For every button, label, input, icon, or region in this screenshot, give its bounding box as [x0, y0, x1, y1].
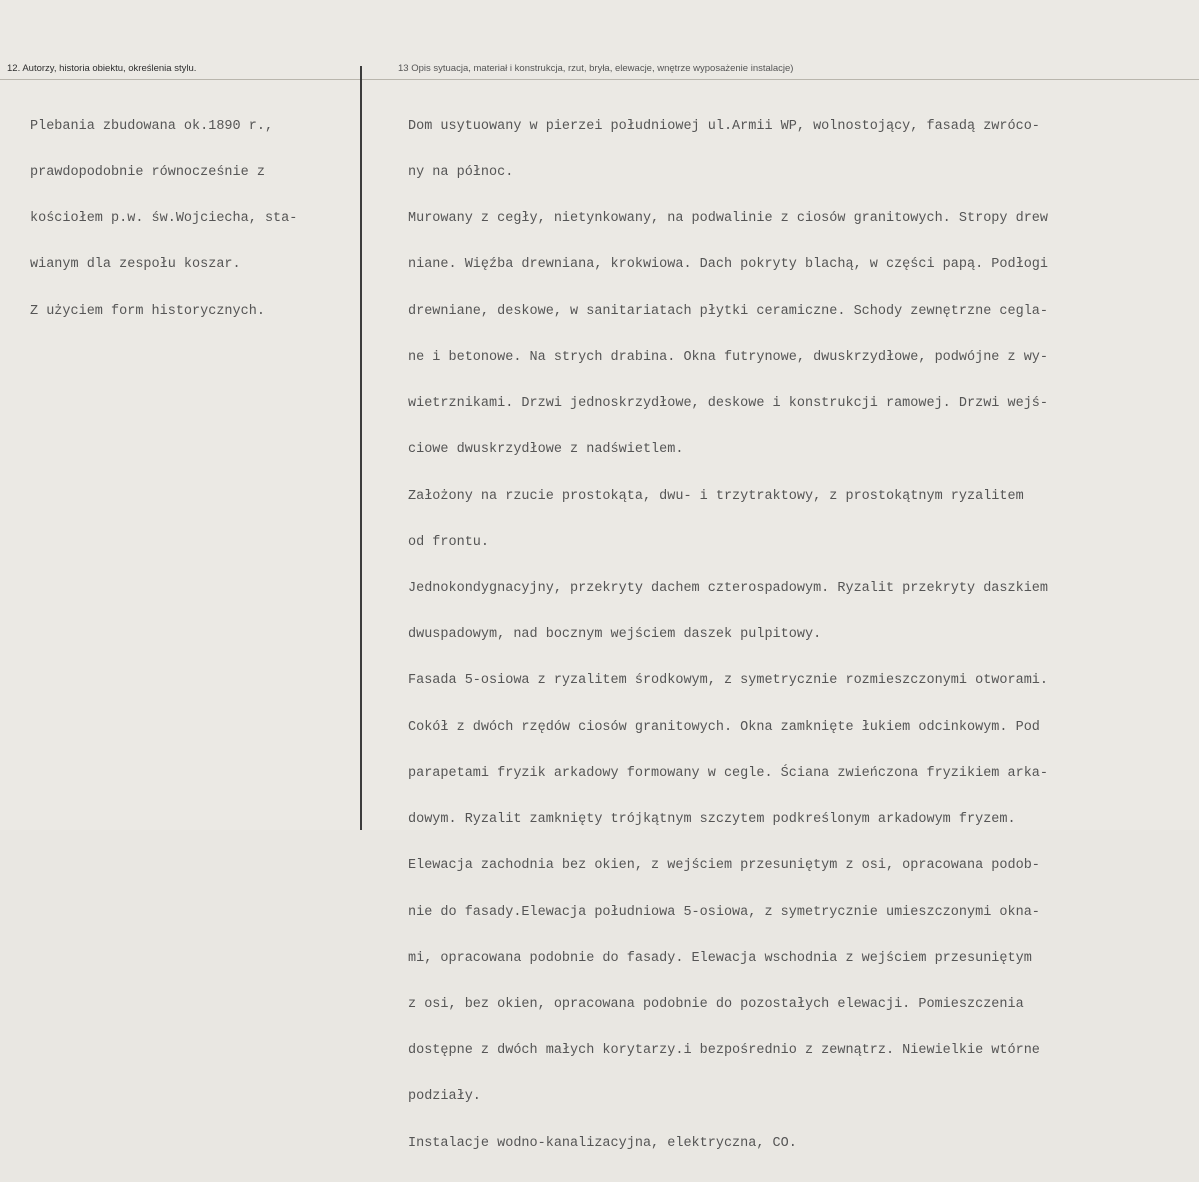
text-line: prawdopodobnie równocześnie z: [30, 165, 265, 181]
text-line: ny na północ.: [408, 165, 514, 181]
text-line: nie do fasady.Elewacja południowa 5-osiowa, z symetrycznie umieszczonymi okna-: [408, 904, 1040, 920]
text-line: mi, opracowana podobnie do fasady. Elewacja wschodnia z wejściem przesuniętym: [408, 950, 1032, 966]
text-line: Jednokondygnacyjny, przekryty dachem czterospadowym. Ryzalit przekryty daszkiem: [408, 581, 1049, 596]
header-rule: [0, 79, 1199, 80]
text-line: wietrznikami. Drzwi jednoskrzydłowe, deskowe i konstrukcji ramowej. Drzwi wejś-: [408, 396, 1049, 412]
text-line: dowym. Ryzalit zamknięty trójkątnym szczytem podkreślonym arkadowym fryzem.: [408, 812, 1016, 828]
text-line: Fasada 5-osiowa z ryzalitem środkowym, z symetrycznie rozmieszczonymi otworami.: [408, 673, 1049, 689]
text-line: dwuspadowym, nad bocznym wejściem daszek pulpitowy.: [408, 627, 822, 643]
text-line: Elewacja zachodnia bez okien, z wejściem przesuniętym z osi, opracowana podob-: [408, 858, 1040, 874]
section-12-text: [30, 88, 297, 350]
text-line: Murowany z cegły, nietynkowany, na podwalinie z ciosów granitowych. Stropy drew: [408, 211, 1049, 227]
column-divider: [360, 66, 362, 830]
text-line: Z użyciem form historycznych.: [30, 303, 265, 319]
text-line: od frontu.: [408, 534, 490, 550]
section-13-text: [408, 88, 1048, 1182]
text-line: z osi, bez okien, opracowana podobnie do pozostałych elewacji. Pomieszczenia: [408, 996, 1024, 1012]
section-12-label: 12. Autorzy, historia obiektu, określenia stylu.: [7, 63, 197, 74]
text-line: ciowe dwuskrzydłowe z nadświetlem.: [408, 442, 684, 458]
text-line: niane. Więźba drewniana, krokwiowa. Dach pokryty blachą, w części papą. Podłogi: [408, 257, 1049, 273]
text-line: parapetami fryzik arkadowy formowany w cegle. Ściana zwieńczona fryzikiem arka-: [408, 765, 1049, 781]
text-line: drewniane, deskowe, w sanitariatach płytki ceramiczne. Schody zewnętrzne cegla-: [408, 303, 1049, 319]
text-line: Założony na rzucie prostokąta, dwu- i trzytraktowy, z prostokątnym ryzalitem: [408, 488, 1024, 504]
section-13-label: 13 Opis sytuacja, materiał i konstrukcja, rzut, bryła, elewacje, wnętrze wyposażenie instalacje): [398, 63, 794, 74]
text-line: podziały.: [408, 1089, 481, 1105]
text-line: dostępne z dwóch małych korytarzy.i bezpośrednio z zewnątrz. Niewielkie wtórne: [408, 1043, 1040, 1059]
text-line: ne i betonowe. Na strych drabina. Okna futrynowe, dwuskrzydłowe, podwójne z wy-: [408, 349, 1049, 365]
text-line: Cokół z dwóch rzędów ciosów granitowych. Okna zamknięte łukiem odcinkowym. Pod: [408, 719, 1040, 735]
text-line: Plebania zbudowana ok.1890 r.,: [30, 118, 274, 134]
text-line: wianym dla zespołu koszar.: [30, 257, 241, 273]
text-line: Dom usytuowany w pierzei południowej ul.Armii WP, wolnostojący, fasadą zwróco-: [408, 118, 1040, 134]
text-line: kościołem p.w. św.Wojciecha, sta-: [30, 211, 298, 227]
text-line: Instalacje wodno-kanalizacyjna, elektryczna, CO.: [408, 1135, 797, 1151]
